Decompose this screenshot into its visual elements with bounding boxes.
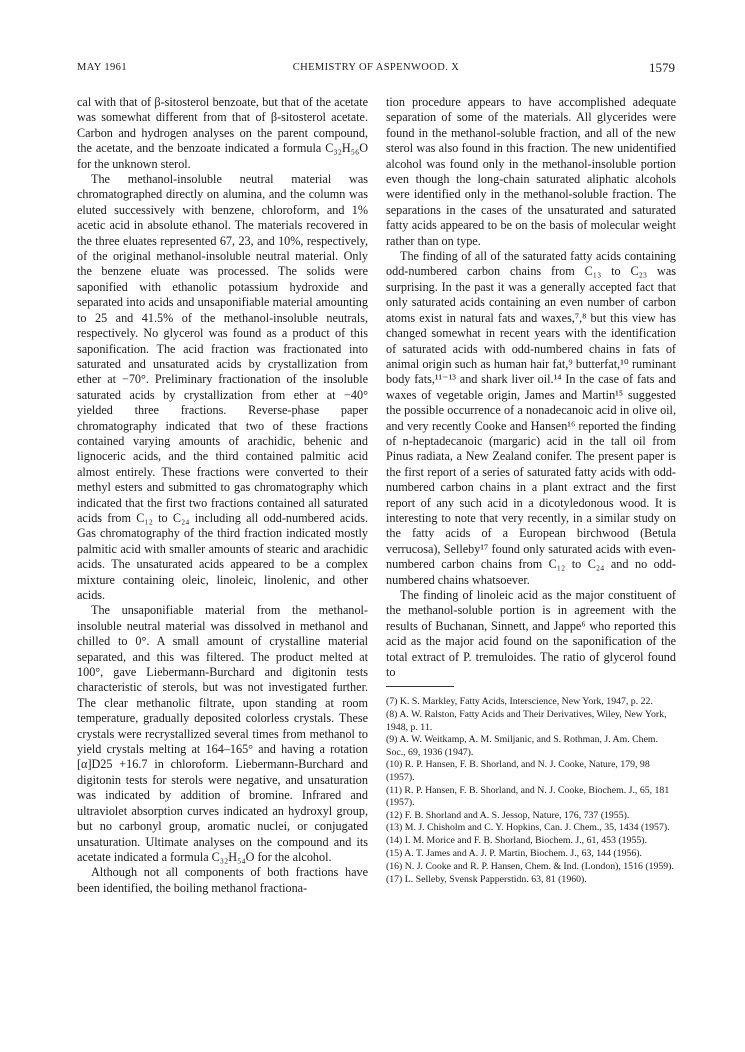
paragraph: Although not all components of both fractions have been identified, the boiling methanol fractiona- (77, 865, 368, 895)
footnote: (9) A. W. Weitkamp, A. M. Smiljanic, and S. Rothman, J. Am. Chem. Soc., 69, 1936 (1947). (386, 734, 658, 758)
paragraph: The finding of linoleic acid as the major constituent of the methanol-soluble portion is in agreement with the results of Buchanan, Sinnett, and Jappe⁶ who reported this acid as the major acid found on the saponification of the total extract of P. tremuloides. The ratio of glycerol found to (386, 588, 676, 680)
footnote: (7) K. S. Markley, Fatty Acids, Interscience, New York, 1947, p. 22. (386, 696, 653, 708)
footnote: (12) F. B. Shorland and A. S. Jessop, Nature, 176, 737 (1955). (386, 809, 630, 821)
footnote: (8) A. W. Ralston, Fatty Acids and Their Derivatives, Wiley, New York, 1948, p. 11. (386, 709, 667, 733)
footnote: (15) A. T. James and A. J. P. Martin, Biochem. J., 63, 144 (1956). (386, 848, 642, 859)
paragraph: The methanol-insoluble neutral material was chromatographed directly on alumina, and the column was eluted successively with benzene, chloroform, and 1% acetic acid in absolute ethanol. The materials recovered in the three eluates represented 67, 23, and 10%, respectively, of the original methanol-insoluble neutral material. Only the benzene eluate was processed. The solids were saponified with ethanolic potassium hydroxide and separated into acids and unsaponifiable material amounting to 25 and 41.5% of the methanol-insoluble neutrals, respectively. No glycerol was found as a product of this saponification. The acid fraction was fractionated into saturated and unsaturated acids by crystallization from ether at −70°. Preliminary fractionation of the insoluble saturated acids by crystallization from ether at −40° yielded three fractions. Reverse-phase paper chromatography indicated that two of these fractions contained varying amounts of arachidic, behenic and lignoceric acids, and the third contained palmitic acid almost entirely. These fractions were converted to their methyl esters and submitted to gas chromatography which indicated that the first two fractions contained all saturated acids from C₁₂ to C₂₄ including all odd-numbered acids. Gas chromatography of the third fraction indicated mostly palmitic acid with smaller amounts of stearic and arachidic acids. The unsaturated acids appeared to be a complex mixture containing oleic, linoleic, linolenic, and other acids. (77, 172, 368, 602)
footnote: (17) L. Selleby, Svensk Papperstidn. 63, 81 (1960). (386, 873, 587, 885)
paragraph: The finding of all of the saturated fatty acids containing odd-numbered carbon chains from C₁₃ to C₂₃ was surprising. In the past it was a generally accepted fact that only saturated acids containing an even number of carbon atoms exist in natural fats and waxes,⁷,⁸ but this view has changed somewhat in recent years with the identification of saturated acids with odd-numbered chains in fats of animal origin such as human hair fat,⁹ butterfat,¹⁰ ruminant body fats,¹¹⁻¹³ and shark liver oil.¹⁴ In the case of fats and waxes of vegetable origin, James and Martin¹⁵ suggested the possible occurrence of a nonadecanoic acid in olive oil, and very recently Cooke and Hansen¹⁶ reported the finding of n-heptadecanoic (margaric) acid in the tall oil from Pinus radiata, a New Zealand conifer. The present paper is the first report of a series of saturated fatty acids with odd-numbered carbon chains in a plant extract and the first report of any such acid in a dicotyledonous wood. It is interesting to note that very recently, in a similar study on the fatty acids of a European birchwood (Betula verrucosa), Selleby¹⁷ found only saturated acids with even-numbered carbon chains from C₁₂ to C₂₄ and no odd-numbered chains whatsoever. (386, 249, 676, 587)
paragraph: tion procedure appears to have accomplished adequate separation of some of the materials. All glycerides were found in the methanol-soluble fraction, and all of the new sterol was also found in this fraction. The new unidentified alcohol was found only in the methanol-insoluble portion even though the long-chain saturated aliphatic alcohols were identified only in the methanol-soluble fraction. The separations in the cases of the unsaturated and saturated fatty acids appeared to be on the basis of molecular weight rather than on type. (386, 95, 676, 248)
right-column (386, 95, 676, 886)
paragraph: cal with that of β-sitosterol benzoate, but that of the acetate was somewhat different from that of β-sitosterol acetate. Carbon and hydrogen analyses on the parent compound, the acetate, and the benzoate indicated a formula C₃₂H₅₆O for the unknown sterol. (77, 95, 368, 171)
paragraph: The unsaponifiable material from the methanol-insoluble neutral material was dissolved in methanol and chilled to 0°. A small amount of crystalline material separated, and this was filtered. The product melted at 100°, gave Liebermann-Burchard and digitonin tests characteristic of sterols, but was not investigated further. The clear methanolic filtrate, upon standing at room temperature, gradually deposited colorless crystals. These crystals were recrystallized several times from methanol to yield crystals melting at 164–165° and having a rotation [α]D25 +16.7 in chloroform. Liebermann-Burchard and digitonin tests for sterols were negative, and unsaturation was indicated by addition of bromine. Infrared and ultraviolet absorption curves indicated an hydroxyl group, but no carbonyl group, aromatic nuclei, or conjugated unsaturation. Ultimate analyses on the compound and its acetate indicated a formula C₃₂H₅₄O for the alcohol. (77, 603, 368, 864)
footnote: (13) M. J. Chisholm and C. Y. Hopkins, Can. J. Chem., 35, 1434 (1957). (386, 822, 670, 834)
running-header (77, 62, 675, 78)
header-date: MAY 1961 (77, 62, 127, 73)
left-column (77, 95, 368, 896)
footnote: (14) I. M. Morice and F. B. Shorland, Biochem. J., 61, 453 (1955). (386, 835, 647, 847)
footnote: (10) R. P. Hansen, F. B. Shorland, and N. J. Cooke, Nature, 179, 98 (1957). (386, 759, 650, 783)
footnote: (11) R. P. Hansen, F. B. Shorland, and N. J. Cooke, Biochem. J., 65, 181 (1957). (386, 784, 670, 808)
footnote-rule (386, 686, 454, 687)
footnote: (16) N. J. Cooke and R. P. Hansen, Chem. & Ind. (London), 1516 (1959). (386, 860, 674, 872)
page-number: 1579 (649, 60, 675, 75)
header-title: CHEMISTRY OF ASPENWOOD. X (292, 62, 460, 73)
